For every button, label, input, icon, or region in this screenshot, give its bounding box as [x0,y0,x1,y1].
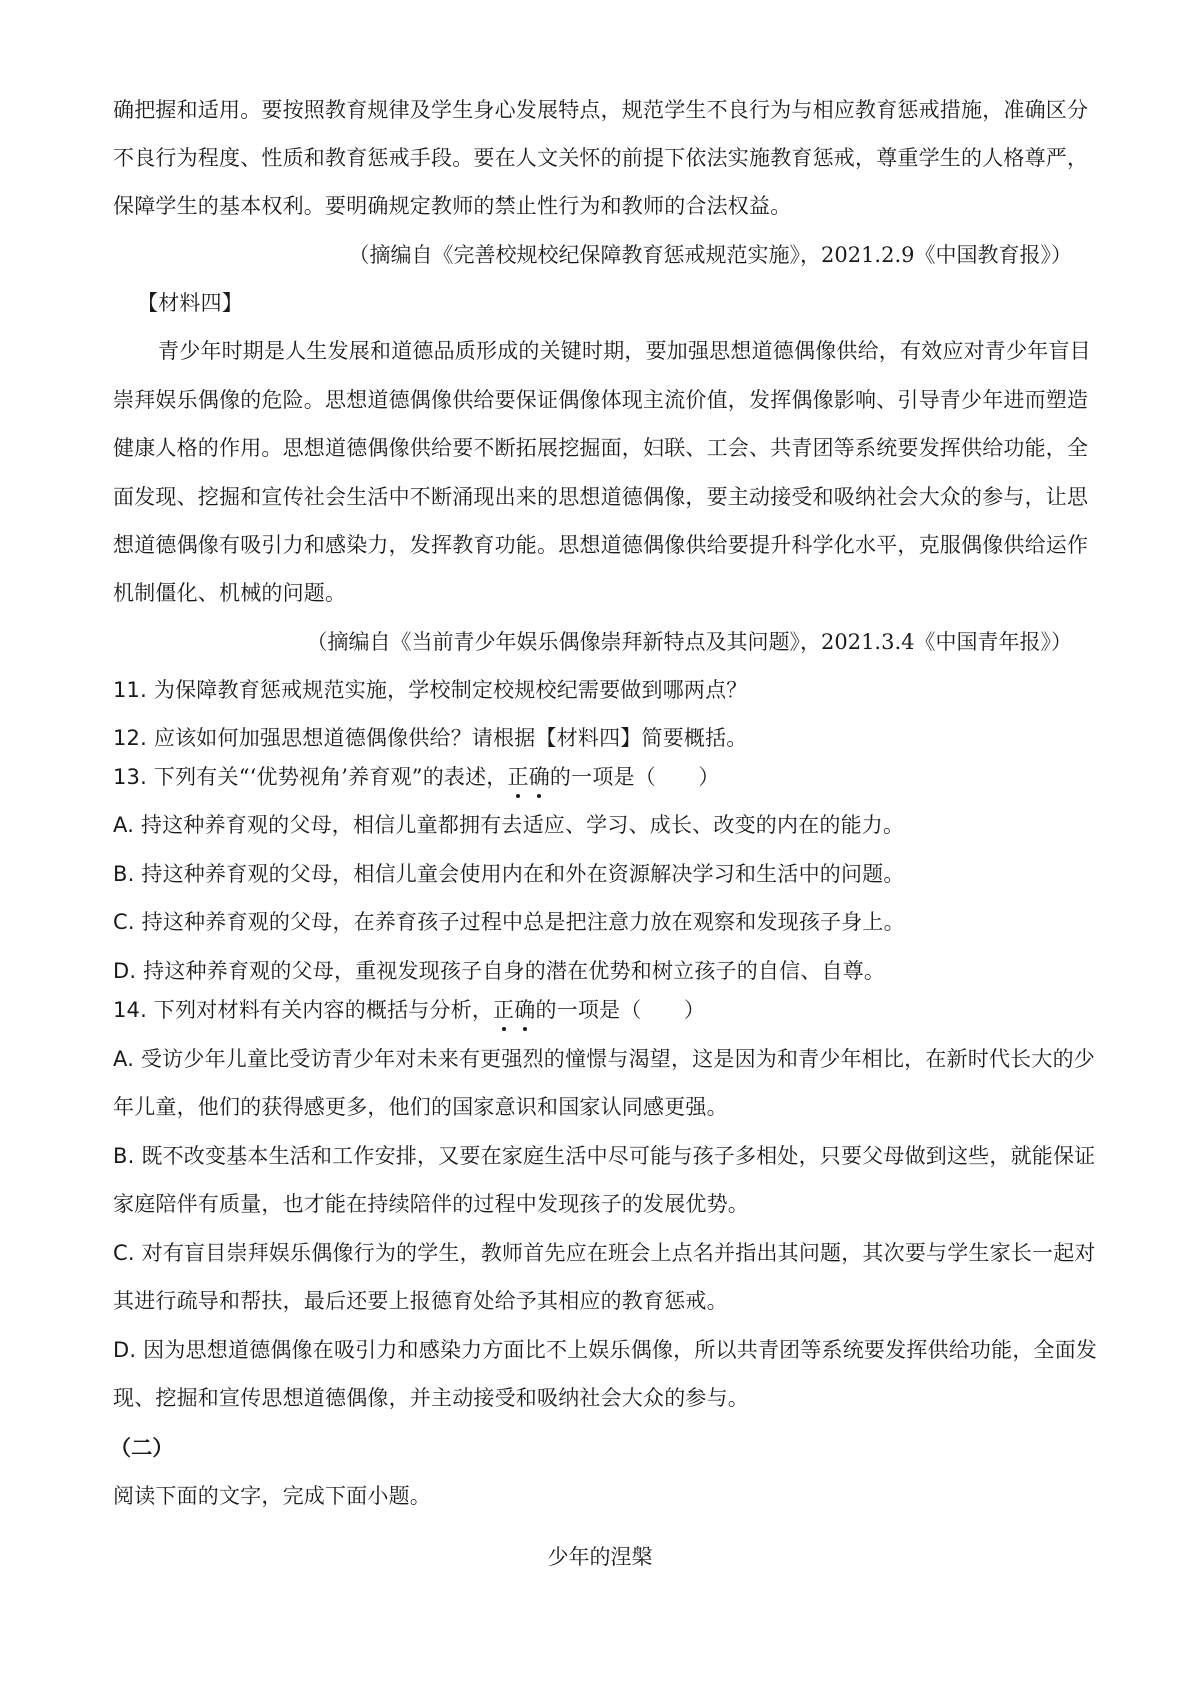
question-14-option-c-line-1 [113,1238,1096,1268]
question-13 [113,762,720,792]
material3-line-1: 确把握和适用。要按照教育规律及学生身心发展特点，规范学生不良行为与相应教育惩戒措施，准确区分 [113,98,1089,122]
option-text: 对有盲目崇拜娱乐偶像行为的学生，教师首先应在班会上点名并指出其问题，其次要与学生家长一起对 [141,1241,1096,1265]
question-14 [113,995,705,1025]
section-heading: （二） [110,1435,174,1460]
question-14-option-d-line-1 [113,1335,1097,1365]
option-text: 持这种养育观的父母，相信儿童会使用内在和外在资源解决学习和生活中的问题。 [141,862,905,886]
option-label: C. [113,910,135,934]
option-text: 持这种养育观的父母，重视发现孩子自身的潜在优势和树立孩子的自信、自尊。 [143,959,886,983]
question-14-option-c-line-2: 其进行疏导和帮扶，最后还要上报德育处给予其相应的教育惩戒。 [113,1289,728,1313]
option-label: B. [113,862,135,886]
section-instruction: 阅读下面的文字，完成下面小题。 [113,1484,431,1508]
question-14-option-a-line-1 [113,1044,1095,1074]
question-14-option-b-line-2: 家庭陪伴有质量，也才能在持续陪伴的过程中发现孩子的发展优势。 [113,1192,749,1216]
material4-line-2: 崇拜娱乐偶像的危险。思想道德偶像供给要保证偶像体现主流价值，发挥偶像影响、引导青少年进而塑造 [113,388,1089,412]
question-12-number: 12. [113,726,147,750]
emphasis-dot-char: 正 [508,762,529,792]
question-13-option-d [113,956,885,986]
question-14-number: 14. [113,998,147,1022]
question-14-option-d-line-2: 现、挖掘和宣传思想道德偶像，并主动接受和吸纳社会大众的参与。 [113,1386,749,1410]
material4-line-6: 机制僵化、机械的问题。 [113,581,347,605]
material4-line-3: 健康人格的作用。思想道德偶像供给要不断拓展挖掘面，妇联、工会、共青团等系统要发挥供给功能，全 [113,436,1089,460]
option-label: D. [113,959,137,983]
question-13-text-after: 的一项是（ ） [549,765,720,789]
option-label: A. [113,1047,135,1071]
question-11-text: 为保障教育惩戒规范实施，学校制定校规校纪需要做到哪两点？ [153,678,748,702]
question-13-text-before: 下列有关“‘优势视角’养育观”的表述， [153,765,508,789]
material4-line-4: 面发现、挖掘和宣传社会生活中不断涌现出来的思想道德偶像，要主动接受和吸纳社会大众的参与，让思 [113,485,1089,509]
question-11 [113,675,748,705]
question-14-text-before: 下列对材料有关内容的概括与分析， [153,998,494,1022]
emphasis-dot-char: 确 [514,995,535,1025]
question-13-option-a [113,810,904,840]
emphasis-dot-char: 正 [493,995,514,1025]
question-14-option-b-line-1 [113,1141,1095,1171]
emphasis-dot-char: 确 [529,762,550,792]
question-13-option-b [113,859,905,889]
story-title: 少年的涅槃 [547,1545,653,1569]
option-text: 持这种养育观的父母，在养育孩子过程中总是把注意力放在观察和发现孩子身上。 [141,910,905,934]
question-11-number: 11. [113,678,147,702]
option-text: 因为思想道德偶像在吸引力和感染力方面比不上娱乐偶像，所以共青团等系统要发挥供给功能，全面发 [143,1338,1098,1362]
question-14-option-a-line-2: 年儿童，他们的获得感更多，他们的国家意识和国家认同感更强。 [113,1095,728,1119]
question-14-text-after: 的一项是（ ） [535,998,706,1022]
question-13-number: 13. [113,765,147,789]
material3-line-2: 不良行为程度、性质和教育惩戒手段。要在人文关怀的前提下依法实施教育惩戒，尊重学生的人格尊严， [113,146,1089,170]
option-text: 受访少年儿童比受访青少年对未来有更强烈的憧憬与渴望，这是因为和青少年相比，在新时代长大的少 [140,1047,1095,1071]
option-label: D. [113,1338,137,1362]
option-text: 持这种养育观的父母，相信儿童都拥有去适应、学习、成长、改变的内在的能力。 [140,813,905,837]
option-label: B. [113,1144,135,1168]
material4-line-1: 青少年时期是人生发展和道德品质形成的关键时期，要加强思想道德偶像供给，有效应对青少年盲目 [158,339,1091,363]
material4-line-5: 想道德偶像有吸引力和感染力，发挥教育功能。思想道德偶像供给要提升科学化水平，克服偶像供给运作 [113,533,1089,557]
material4-heading: 【材料四】 [137,291,243,315]
option-text: 既不改变基本生活和工作安排，又要在家庭生活中尽可能与孩子多相处，只要父母做到这些，就能保证 [141,1144,1096,1168]
option-label: A. [113,813,135,837]
material3-line-3: 保障学生的基本权利。要明确规定教师的禁止性行为和教师的合法权益。 [113,194,792,218]
option-label: C. [113,1241,135,1265]
material4-source: （摘编自《当前青少年娱乐偶像崇拜新特点及其问题》，2021.3.4《中国青年报》） [306,630,1072,654]
question-13-option-c [113,907,905,937]
question-12 [113,723,748,753]
material3-source: （摘编自《完善校规校纪保障教育惩戒规范实施》，2021.2.9《中国教育报》） [348,243,1072,267]
question-12-text: 应该如何加强思想道德偶像供给？请根据【材料四】简要概括。 [153,726,748,750]
